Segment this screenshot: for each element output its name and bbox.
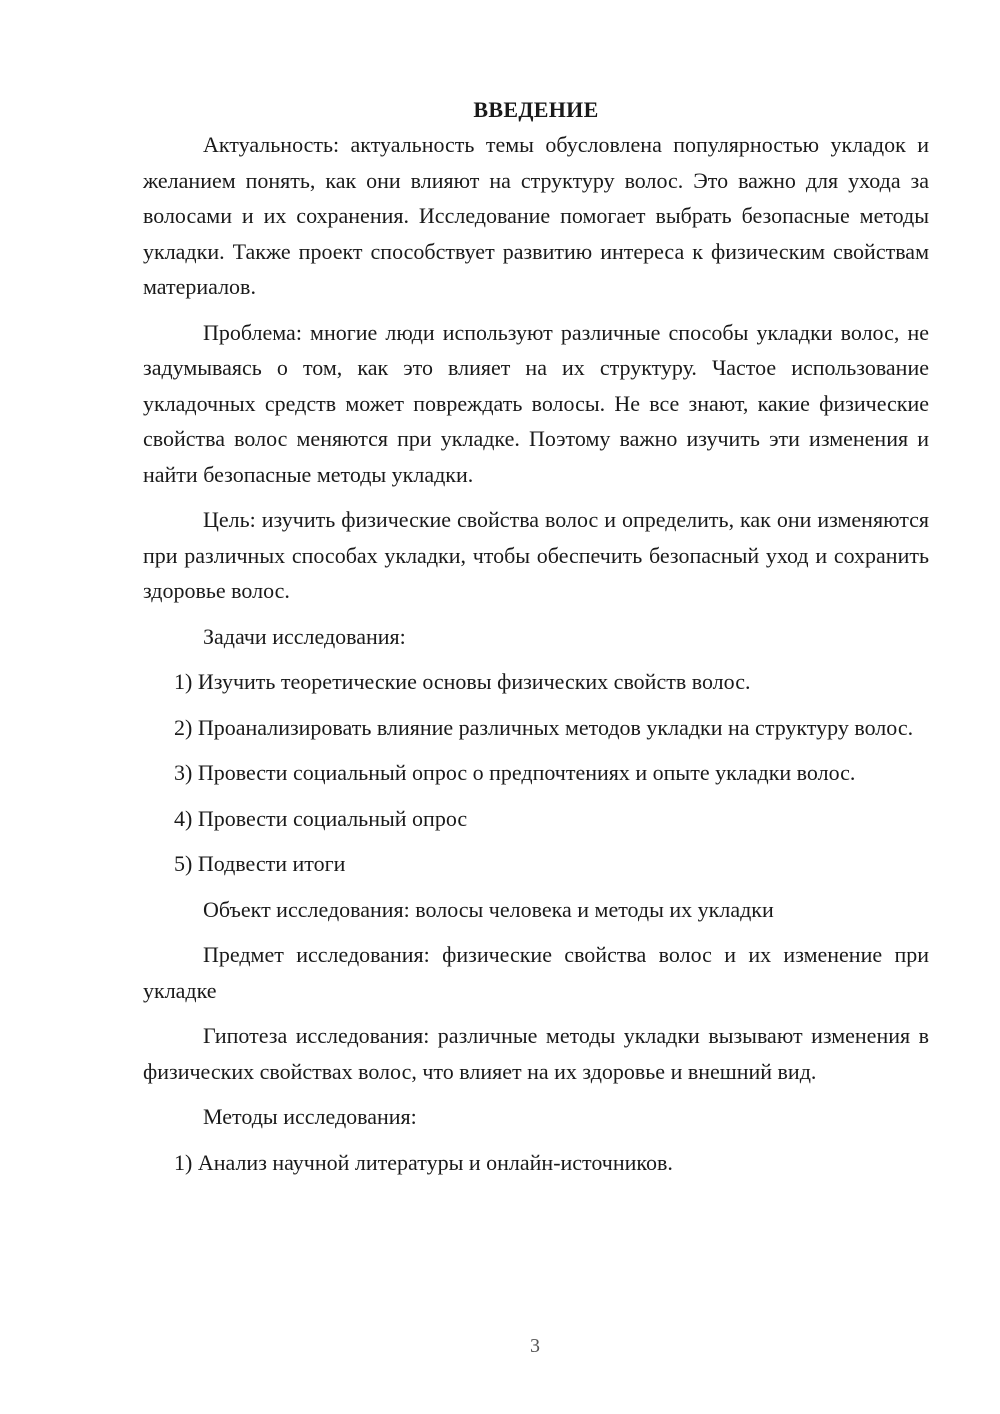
methods-heading: Методы исследования: (203, 1104, 417, 1129)
page-number: 3 (530, 1335, 540, 1357)
task-item: 2) Проанализировать влияние различных методов укладки на структуру волос. (174, 714, 914, 740)
hypothesis-paragraph: Гипотеза исследования: различные методы укладки вызывают изменения в физических свойствах волос, что влияет на их здоровье и внешний вид. (143, 1023, 929, 1084)
goal-paragraph: Цель: изучить физические свойства волос и определить, как они изменяются при различных способах укладки, чтобы обеспечить безопасный уход и сохранить здоровье волос. (143, 507, 929, 603)
task-item: 5) Подвести итоги (174, 851, 346, 876)
relevance-paragraph: Актуальность: актуальность темы обусловлена популярностью укладок и желанием понять, как они влияют на структуру волос. Это важно для ухода за волосами и их сохранения. Исследование помогает выбрать безопасные методы укладки. Также проект способствует развитию интереса к физическим свойствам материалов. (143, 132, 929, 299)
document-page (143, 93, 929, 1180)
tasks-heading: Задачи исследования: (203, 623, 406, 649)
method-item: 1) Анализ научной литературы и онлайн-источников. (174, 1149, 673, 1175)
page-title: ВВЕДЕНИЕ (473, 97, 599, 122)
problem-paragraph: Проблема: многие люди используют различные способы укладки волос, не задумываясь о том, как это влияет на их структуру. Частое использование укладочных средств может повреждать волосы. Не все знают, какие физические свойства волос меняются при укладке. Поэтому важно изучить эти изменения и найти безопасные методы укладки. (143, 319, 929, 487)
task-item: 4) Провести социальный опрос (174, 805, 468, 831)
task-item: 3) Провести социальный опрос о предпочтениях и опыте укладки волос. (174, 760, 856, 785)
subject-paragraph: Предмет исследования: физические свойства волос и их изменение при укладке (143, 942, 929, 1003)
task-item: 1) Изучить теоретические основы физических свойств волос. (174, 669, 751, 694)
object-paragraph: Объект исследования: волосы человека и методы их укладки (203, 896, 774, 922)
